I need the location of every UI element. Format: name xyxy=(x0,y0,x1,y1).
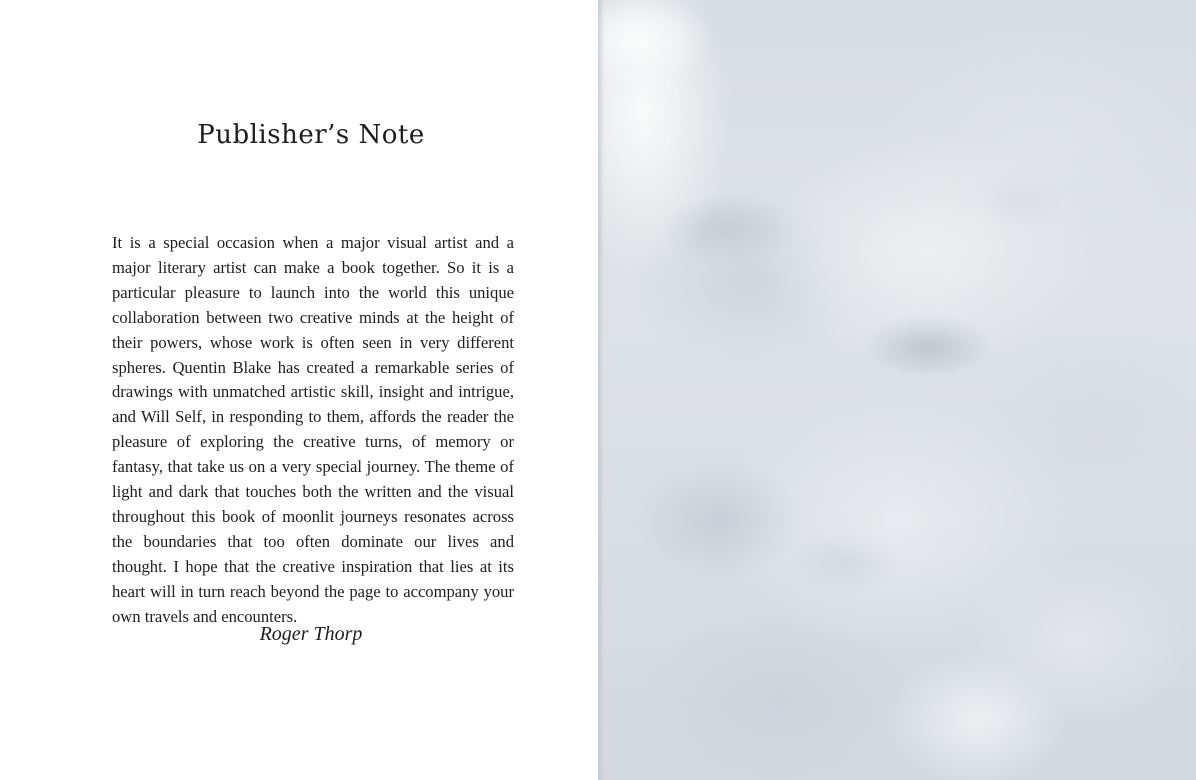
watercolour-wash-image xyxy=(598,0,1196,780)
page-title: Publisher’s Note xyxy=(197,120,425,150)
body-paragraph: It is a special occasion when a major visual artist and a major literary artist can make a book together. So it is a particular pleasure to launch into the world this unique collaboration between two creative minds at the height of their powers, whose work is often seen in very different spheres. Quentin Blake has created a remarkable series of drawings with unmatched artistic skill, insight and intrigue, and Will Self, in responding to them, affords the reader the pleasure of exploring the creative turns, of memory or fantasy, that take us on a very special journey. The theme of light and dark that touches both the written and the visual throughout this book of moonlit journeys resonates across the boundaries that too often dominate our lives and thought. I hope that the creative inspiration that lies at its heart will in turn reach beyond the page to accompany your own travels and encounters. xyxy=(112,233,514,626)
wash-edge xyxy=(598,0,604,780)
author-signature: Roger Thorp xyxy=(259,623,363,645)
